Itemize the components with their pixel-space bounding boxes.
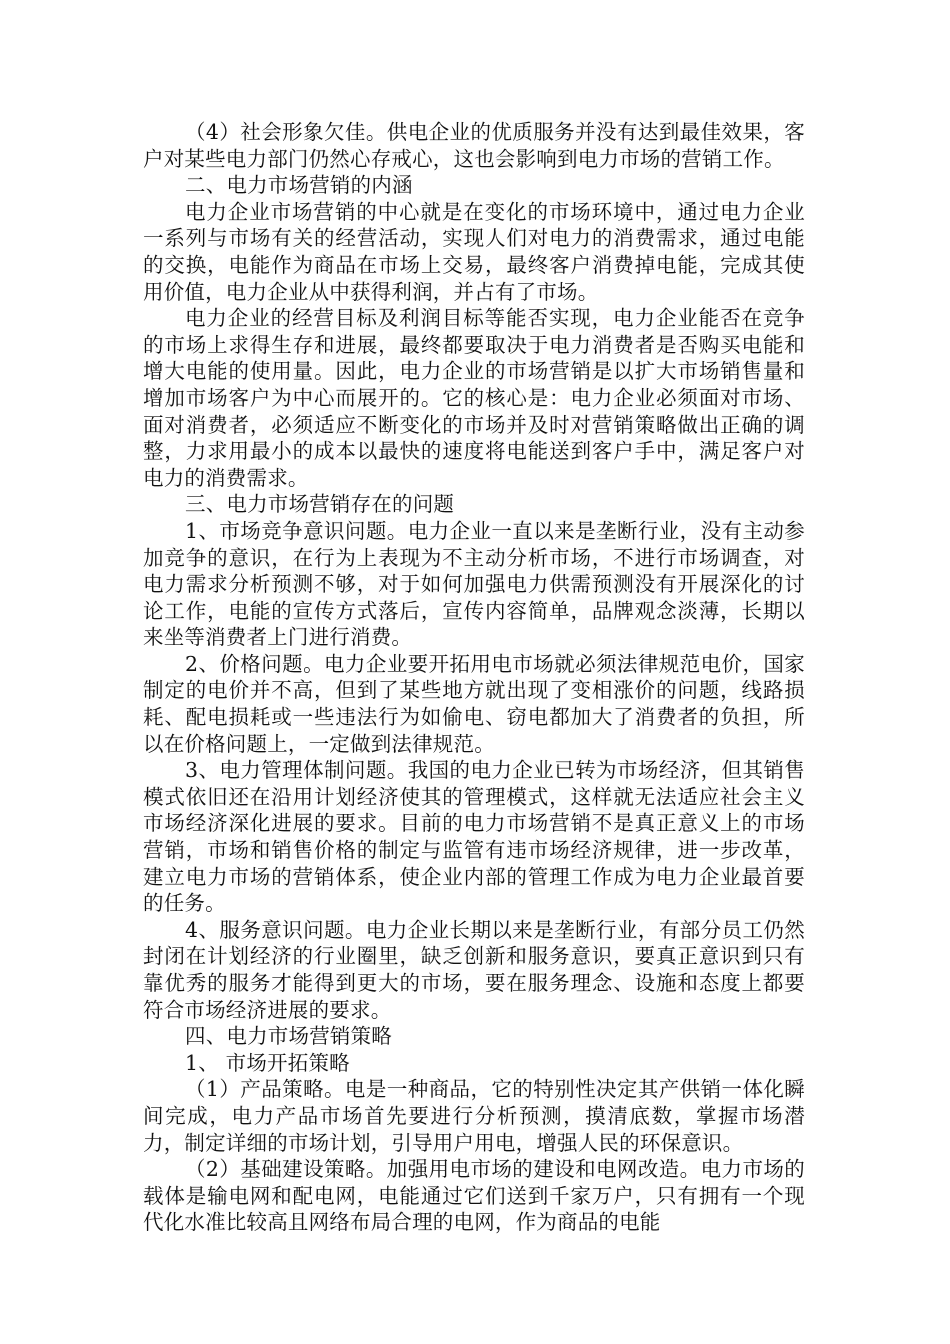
paragraph-service-awareness: 4、服务意识问题。电力企业长期以来是垄断行业，有部分员工仍然封闭在计划经济的行业圈里，缺乏创新和服务意识，要真正意识到只有靠优秀的服务才能得到更大的市场，要在服务理念、设施和态度上都要符合市场经济进展的要求。 [143, 917, 805, 1022]
subsection-heading-market-expansion: 1、 市场开拓策略 [185, 1050, 350, 1075]
document-body [143, 119, 805, 1236]
section-heading-3: 三、电力市场营销存在的问题 [185, 492, 455, 517]
paragraph-management-system: 3、电力管理体制问题。我国的电力企业已转为市场经济，但其销售模式依旧还在沿用计划经济使其的管理模式，这样就无法适应社会主义市场经济深化进展的要求。目前的电力市场营销不是真正意义上的市场营销，市场和销售价格的制定与监管有违市场经济规律，进一步改革，建立电力市场的营销体系，使企业内部的管理工作成为电力企业最首要的任务。 [143, 758, 805, 916]
paragraph-marketing-core: 电力企业市场营销的中心就是在变化的市场环境中，通过电力企业一系列与市场有关的经营活动，实现人们对电力的消费需求，通过电能的交换，电能作为商品在市场上交易，最终客户消费掉电能，完成其使用价值，电力企业从中获得利润，并占有了市场。 [143, 199, 805, 304]
paragraph-social-image: （4）社会形象欠佳。供电企业的优质服务并没有达到最佳效果，客户对某些电力部门仍然心存戒心，这也会影响到电力市场的营销工作。 [143, 120, 805, 171]
paragraph-competition-awareness: 1、市场竞争意识问题。电力企业一直以来是垄断行业，没有主动参加竞争的意识，在行为上表现为不主动分析市场，不进行市场调查，对电力需求分析预测不够，对于如何加强电力供需预测没有开展深化的讨论工作，电能的宣传方式落后，宣传内容简单，品牌观念淡薄，长期以来坐等消费者上门进行消费。 [143, 518, 805, 650]
paragraph-business-goals: 电力企业的经营目标及利润目标等能否实现，电力企业能否在竞争的市场上求得生存和进展，最终都要取决于电力消费者是否购买电能和增大电能的使用量。因此，电力企业的市场营销是以扩大市场销售量和增加市场客户为中心而展开的。它的核心是：电力企业必须面对市场、面对消费者，必须适应不断变化的市场并及时对营销策略做出正确的调整，力求用最小的成本以最快的速度将电能送到客户手中，满足客户对电力的消费需求。 [143, 306, 805, 490]
paragraph-product-strategy: （1）产品策略。电是一种商品，它的特别性决定其产供销一体化瞬间完成，电力产品市场首先要进行分析预测，摸清底数，掌握市场潜力，制定详细的市场计划，引导用户用电，增强人民的环保意识。 [143, 1077, 805, 1155]
paragraph-price-issue: 2、价格问题。电力企业要开拓用电市场就必须法律规范电价，国家制定的电价并不高，但到了某些地方就出现了变相涨价的问题，线路损耗、配电损耗或一些违法行为如偷电、窃电都加大了消费者的负担，所以在价格问题上，一定做到法律规范。 [143, 651, 805, 756]
section-heading-4: 四、电力市场营销策略 [185, 1024, 392, 1049]
paragraph-infrastructure-strategy: （2）基础建设策略。加强用电市场的建设和电网改造。电力市场的载体是输电网和配电网，电能通过它们送到千家万户，只有拥有一个现代化水准比较高且网络布局合理的电网，作为商品的电能 [143, 1157, 805, 1235]
section-heading-2: 二、电力市场营销的内涵 [185, 173, 413, 198]
